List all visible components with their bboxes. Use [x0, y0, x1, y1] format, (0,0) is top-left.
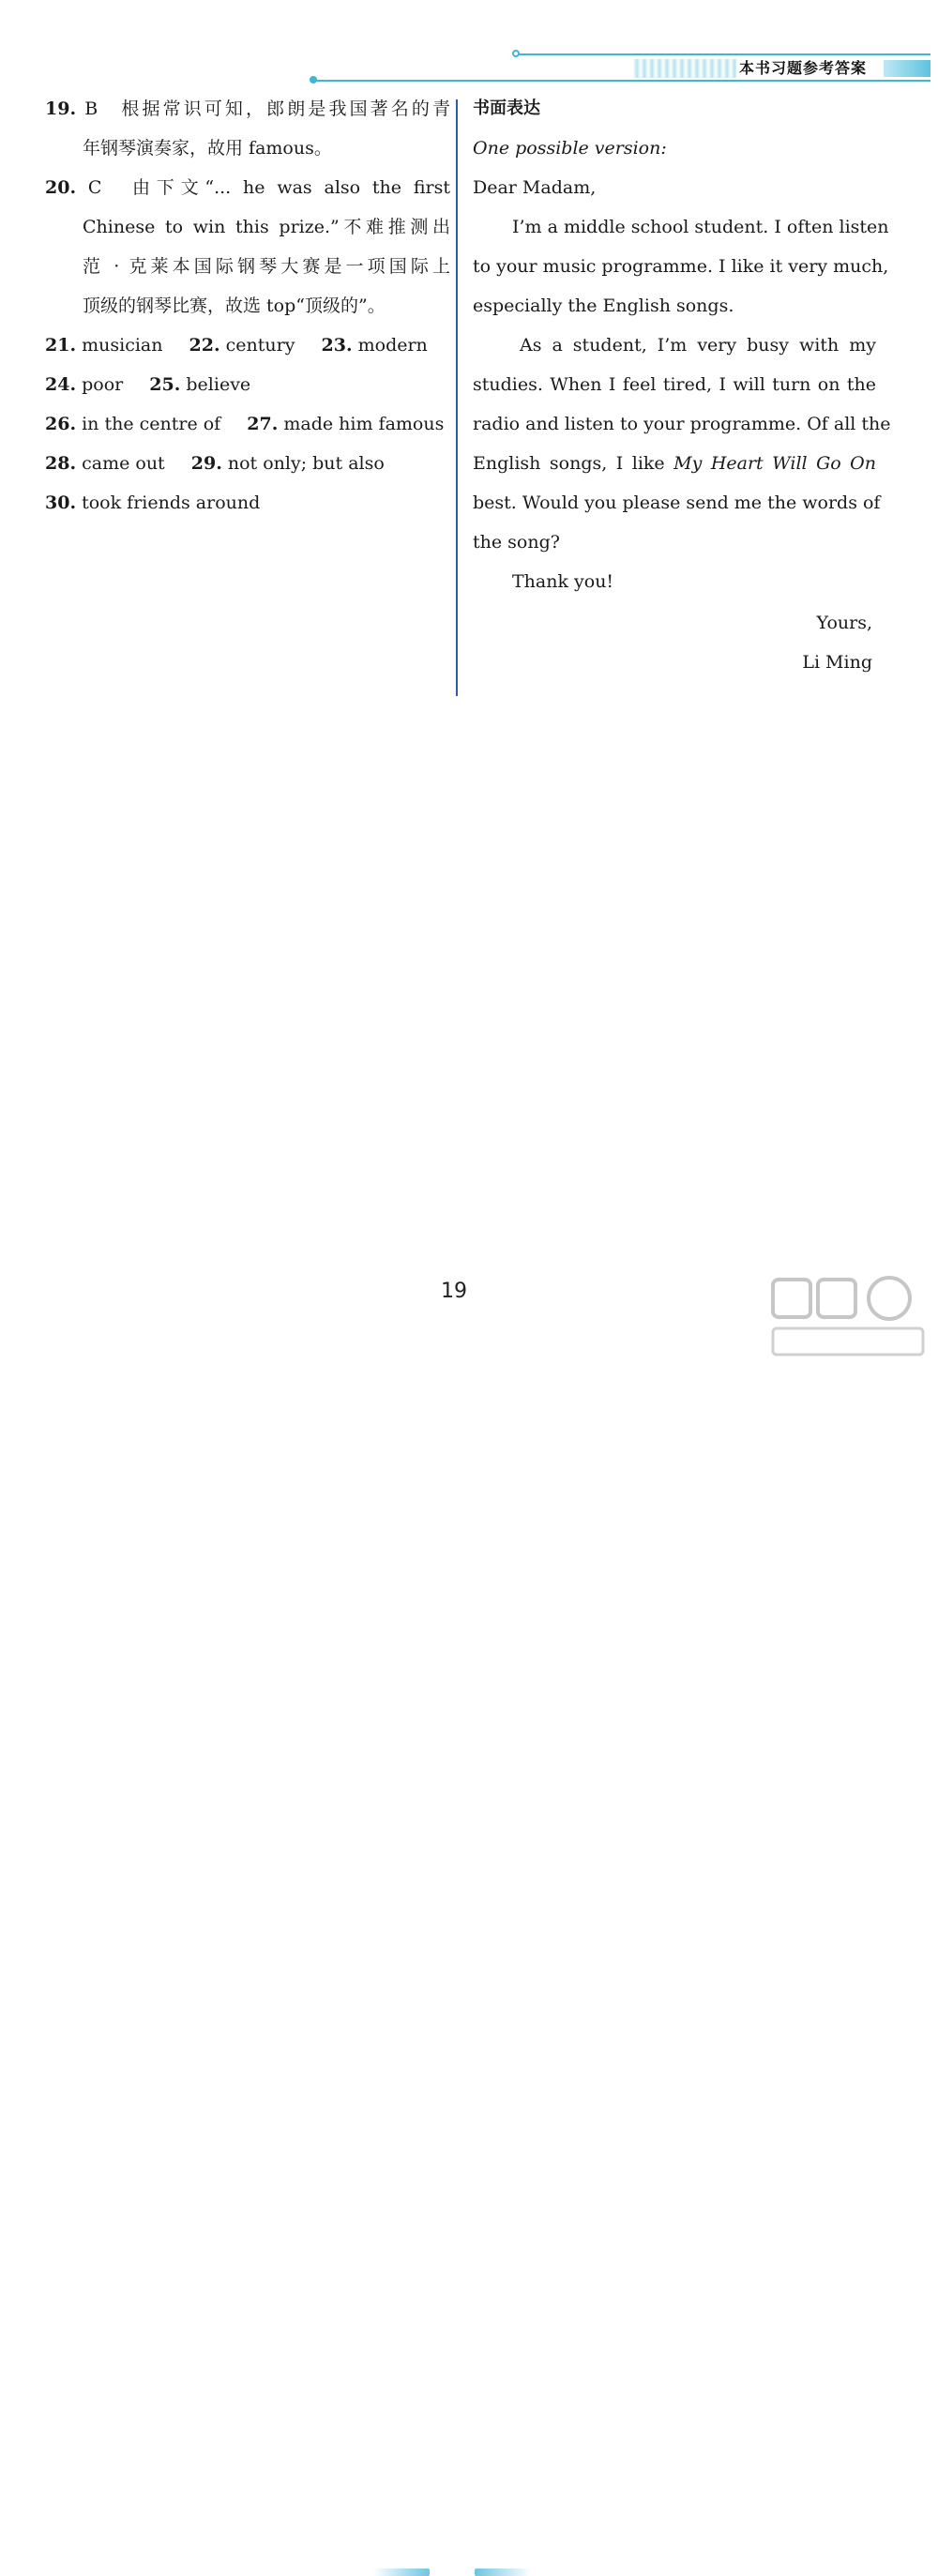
- answer-text: modern: [357, 335, 428, 356]
- answer-text: poor: [82, 374, 124, 395]
- letter-text: English songs, I like: [473, 453, 674, 474]
- answer-number: 19.: [45, 98, 77, 119]
- answer-20-line-2: Chinese to win this prize.”不难推测出: [83, 217, 450, 237]
- watermark-logo-icon: [769, 1274, 929, 1360]
- answer-number: 24.: [45, 374, 77, 395]
- header-gradient-tab: [884, 60, 930, 77]
- answer-text: took friends around: [82, 492, 261, 513]
- letter-line: As a student, I’m very busy with my: [520, 335, 876, 356]
- header-title: 本书习题参考答案: [739, 59, 868, 77]
- answer-number: 27.: [247, 414, 279, 434]
- footer-deco-left: [373, 2568, 430, 2576]
- header-ring-dot: [512, 50, 520, 57]
- answer-number: 21.: [45, 335, 77, 356]
- header-stripe-band: [633, 59, 736, 78]
- answer-20-line-1: [45, 168, 450, 207]
- answer-20-line-3: 范 · 克莱本国际钢琴大赛是一项国际上: [83, 256, 450, 277]
- answer-number: 29.: [190, 453, 222, 474]
- answer-row-28-29: [45, 444, 450, 483]
- letter-closing: Yours,: [816, 613, 872, 633]
- letter-thanks: Thank you!: [512, 571, 614, 592]
- song-title: My Heart Will Go On: [673, 453, 876, 474]
- answer-text: made him famous: [283, 414, 445, 434]
- letter-greeting: Dear Madam,: [473, 177, 597, 198]
- page-number: 19: [441, 1280, 467, 1303]
- answers-column: [45, 89, 450, 523]
- page-header: [0, 0, 938, 94]
- letter-line: especially the English songs.: [473, 295, 734, 316]
- answer-row-30: [45, 483, 450, 523]
- answer-number: 26.: [45, 414, 77, 434]
- answer-20: [45, 168, 450, 326]
- answer-number: 30.: [45, 492, 77, 513]
- letter-line: radio and listen to your programme. Of all the: [473, 414, 891, 434]
- answer-text: century: [225, 335, 295, 356]
- answer-20-line-4: 顶级的钢琴比赛，故选 top“顶级的”。: [83, 295, 386, 316]
- header-rule-bottom: [315, 80, 930, 82]
- version-label: One possible version:: [473, 138, 667, 159]
- answer-19-line-1: [45, 89, 450, 129]
- footer-deco-right: [475, 2568, 531, 2576]
- letter-paragraph-2: [473, 326, 891, 562]
- letter-signature: Li Ming: [802, 652, 872, 673]
- answer-number: 22.: [189, 335, 220, 356]
- answer-list: [45, 326, 450, 523]
- letter-line: to your music programme. I like it very much,: [473, 256, 889, 277]
- header-rule-top: [518, 53, 930, 55]
- header-solid-dot: [310, 76, 317, 83]
- letter-line: [473, 444, 876, 483]
- answer-number: 25.: [149, 374, 181, 395]
- letter-line: best. Would you please send me the words of: [473, 492, 881, 513]
- answer-text: in the centre of: [82, 414, 221, 434]
- answer-text: musician: [82, 335, 163, 356]
- answer-row-26-27: [45, 404, 450, 444]
- writing-column: [473, 89, 891, 682]
- letter-line: I’m a middle school student. I often listen: [512, 217, 889, 237]
- letter-line: the song?: [473, 532, 560, 553]
- letter-paragraph-1: [473, 207, 889, 326]
- answer-text: B 根据常识可知，郎朗是我国著名的青: [84, 98, 450, 119]
- answer-text: came out: [82, 453, 165, 474]
- answer-row-21-23: [45, 326, 450, 365]
- answer-text: not only; but also: [227, 453, 385, 474]
- answer-19-line-2: 年钢琴演奏家，故用 famous。: [83, 138, 332, 159]
- answer-row-24-25: [45, 365, 450, 404]
- answer-19: [45, 89, 450, 168]
- column-divider: [456, 99, 458, 696]
- answer-number: 20.: [45, 177, 77, 198]
- answer-number: 28.: [45, 453, 77, 474]
- answer-text: believe: [186, 374, 251, 395]
- section-heading: 书面表达: [473, 98, 540, 118]
- answer-text: C 由下文“... he was also the first: [87, 177, 450, 198]
- answer-number: 23.: [321, 335, 353, 356]
- letter-line: studies. When I feel tired, I will turn on the: [473, 374, 876, 395]
